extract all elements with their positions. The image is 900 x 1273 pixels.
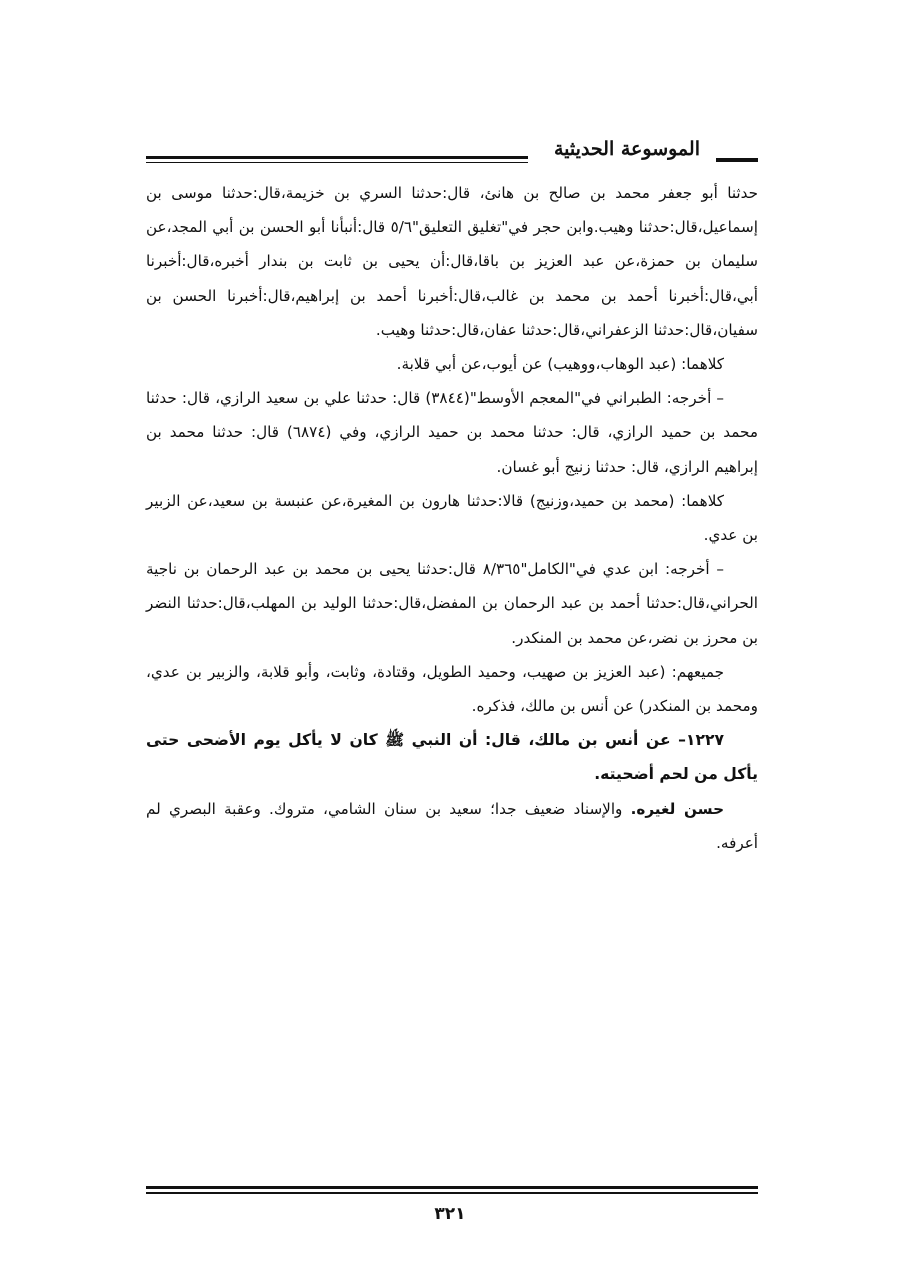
paragraph-chain-3: – أخرجه: ابن عدي في"الكامل"٨/٣٦٥ قال:حدثنا يحيى بن محمد بن عبد الرحمان بن ناجية الحراني،قال:حدثنا أحمد بن عبد الرحمان بن المفضل،قال:حدثنا الوليد بن المهلب،قال:حدثنا النضر بن محرز بن نضر،عن محمد بن المنكدر. — [146, 560, 758, 647]
hadith-text: ١٢٢٧– عن أنس بن مالك، قال: أن النبي ﷺ كان لا يأكل يوم الأضحى حتى يأكل من لحم أضحيته. — [146, 731, 758, 784]
header-rule-long — [146, 156, 528, 163]
footer-rule — [146, 1186, 758, 1194]
header-rule-short — [716, 158, 758, 162]
grading-label: حسن لغيره. — [630, 799, 725, 818]
grading-text: والإسناد ضعيف جدا؛ سعيد بن سنان الشامي، متروك. وعقبة البصري لم أعرفه. — [146, 799, 758, 852]
paragraph-convergence-2: كلاهما: (محمد بن حميد،وزنيج) قالا:حدثنا هارون بن المغيرة،عن عنبسة بن سعيد،عن الزبير بن عدي. — [146, 491, 758, 545]
page-body — [146, 176, 758, 860]
page-header — [146, 134, 758, 174]
running-title: الموسوعة الحديثية — [546, 138, 708, 160]
page-number: ٣٢١ — [434, 1204, 466, 1224]
paragraph-chain-2: – أخرجه: الطبراني في"المعجم الأوسط"(٣٨٤٤) قال: حدثنا علي بن سعيد الرازي، قال: حدثنا محمد بن حميد الرازي، قال: حدثنا محمد بن حميد الرازي، وفي (٦٨٧٤) قال: حدثنا محمد بن إبراهيم الرازي، قال: حدثنا زنيج أبو غسان. — [146, 389, 758, 476]
paragraph-convergence-1: كلاهما: (عبد الوهاب،ووهيب) عن أيوب،عن أبي قلابة. — [396, 355, 724, 374]
paragraph-chain-1: حدثنا أبو جعفر محمد بن صالح بن هانئ، قال:حدثنا السري بن خزيمة،قال:حدثنا موسى بن إسماعيل،قال:حدثنا وهيب.وابن حجر في"تغليق التعليق"٥/٦ قال:أنبأنا أبو الحسن بن أبي المجد،عن سليمان بن حمزة،عن عبد العزيز بن باقا،قال:أن يحيى بن ثابت بن بندار أخبره،قال:أخبرنا أبي،قال:أخبرنا أحمد بن محمد بن غالب،قال:أخبرنا أحمد بن إبراهيم،قال:أخبرنا الحسن بن سفيان،قال:حدثنا الزعفراني،قال:حدثنا عفان،قال:حدثنا وهيب. — [146, 184, 758, 339]
grading-paragraph — [146, 792, 758, 860]
paragraph-convergence-3: جميعهم: (عبد العزيز بن صهيب، وحميد الطويل، وقتادة، وثابت، وأبو قلابة، والزبير بن عدي، ومحمد بن المنكدر) عن أنس بن مالك، فذكره. — [146, 662, 758, 716]
